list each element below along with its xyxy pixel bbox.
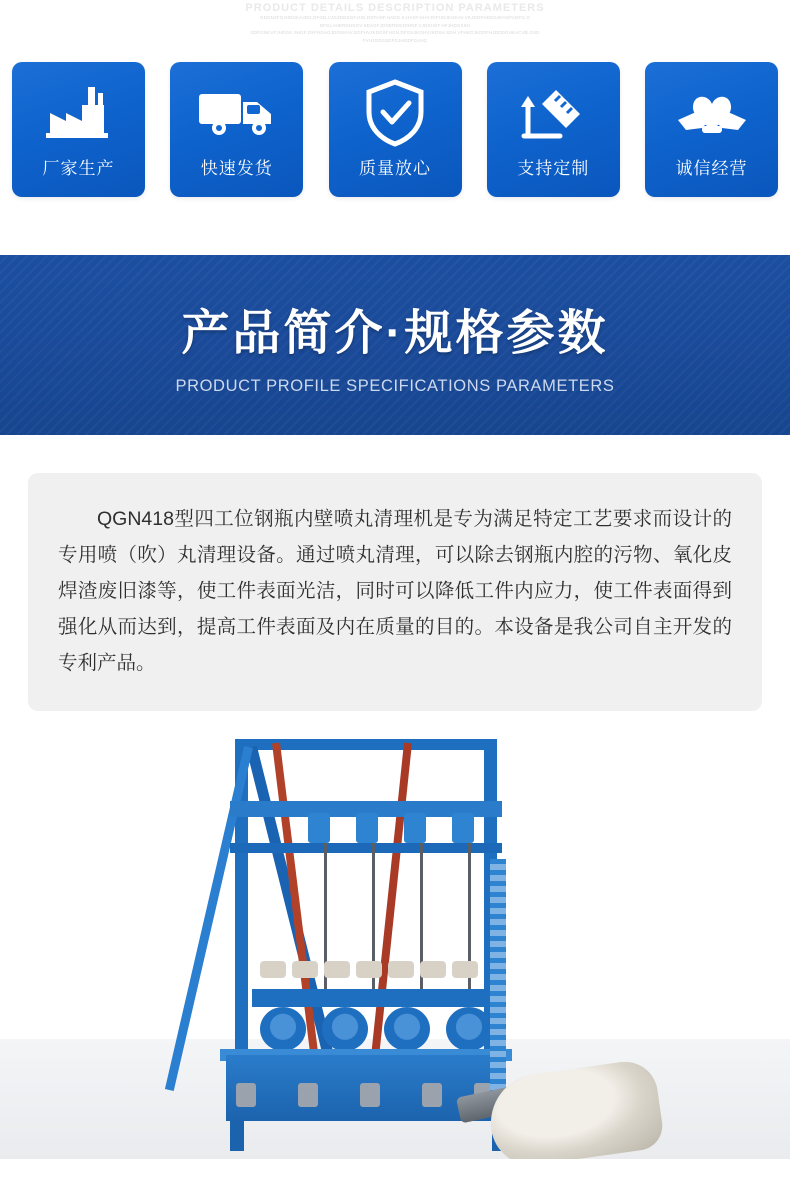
machine-rotary-stations xyxy=(260,1007,506,1053)
feature-card-quality[interactable] xyxy=(329,62,462,197)
feature-card-integrity[interactable] xyxy=(645,62,778,197)
feature-card-customization[interactable] xyxy=(487,62,620,197)
machine-cylinder-heads xyxy=(308,813,474,843)
feature-card-fast-shipping[interactable] xyxy=(170,62,303,197)
top-faint-heading: PRODUCT DETAILS DESCRIPTION PARAMETERS xyxy=(245,2,545,14)
feature-label: 诚信经营 xyxy=(675,159,748,178)
description-section xyxy=(0,435,790,711)
machine-legs xyxy=(230,1121,506,1151)
feature-label: 快速发货 xyxy=(200,159,273,178)
factory-icon xyxy=(42,74,116,152)
feature-card-factory[interactable] xyxy=(12,62,145,197)
feature-badge-row xyxy=(0,62,790,237)
handshake-heart-icon xyxy=(672,74,752,152)
top-faint-text-block xyxy=(0,0,790,62)
ruler-arrow-icon xyxy=(516,74,590,152)
feature-label: 质量放心 xyxy=(359,159,431,178)
wrapped-package xyxy=(485,1058,666,1159)
machine-work-tray xyxy=(252,989,502,1007)
description-paragraph: QGN418型四工位钢瓶内壁喷丸清理机是专为满足特定工艺要求而设计的专用喷（吹）丸清理设备。通过喷丸清理，可以除去钢瓶内腔的污物、氧化皮焊渣废旧漆等，使工件表面光洁，同时可以降低工件内应力，使工件表面得到强化从而达到，提高工件表面及内在质量的目的。本设备是我公司自主开发的专利产品。 xyxy=(58,508,732,674)
truck-icon xyxy=(195,74,279,152)
machine-cylinder-row xyxy=(260,961,500,991)
description-card xyxy=(28,473,762,711)
shield-check-icon xyxy=(364,74,426,152)
top-faint-line: DFGLAHERGHDGV.SDAGFJDGERDSJDHGF.VJDSHGF.HFJHDGSSH xyxy=(319,22,471,28)
feature-label: 厂家生产 xyxy=(42,159,115,178)
feature-label: 支持定制 xyxy=(517,159,590,178)
machine-side-ladder xyxy=(490,859,506,1109)
banner-title-cn: 产品简介·规格参数 xyxy=(181,307,609,360)
product-photo xyxy=(0,729,790,1159)
shot-blasting-machine-illustration xyxy=(190,739,660,1159)
section-banner xyxy=(0,255,790,435)
top-faint-line: FVHJGDGSDFGJHGDFGAHC xyxy=(362,37,428,43)
banner-title-en: PRODUCT PROFILE SPECIFICATIONS PARAMETERS xyxy=(175,377,615,395)
top-faint-line: GDFGNKVFJHDGK.SHGF.DSFHGAGJDGSKHV.DGFHVJKDGSFHGN.DFGHJKGHVJKDSH.SDH.VFHKGJKDGFHJDGDGHKACVB.GSD xyxy=(250,30,540,35)
top-faint-line: GDGNZFGJHDGKAJDG.DFGN.VJGZDDSGFJHG.DSFHSF.HADG.S.HAGF.KHVJGFHGJKGKAV.VKJDGFHDSGJKHGFADFG.G xyxy=(260,15,530,20)
